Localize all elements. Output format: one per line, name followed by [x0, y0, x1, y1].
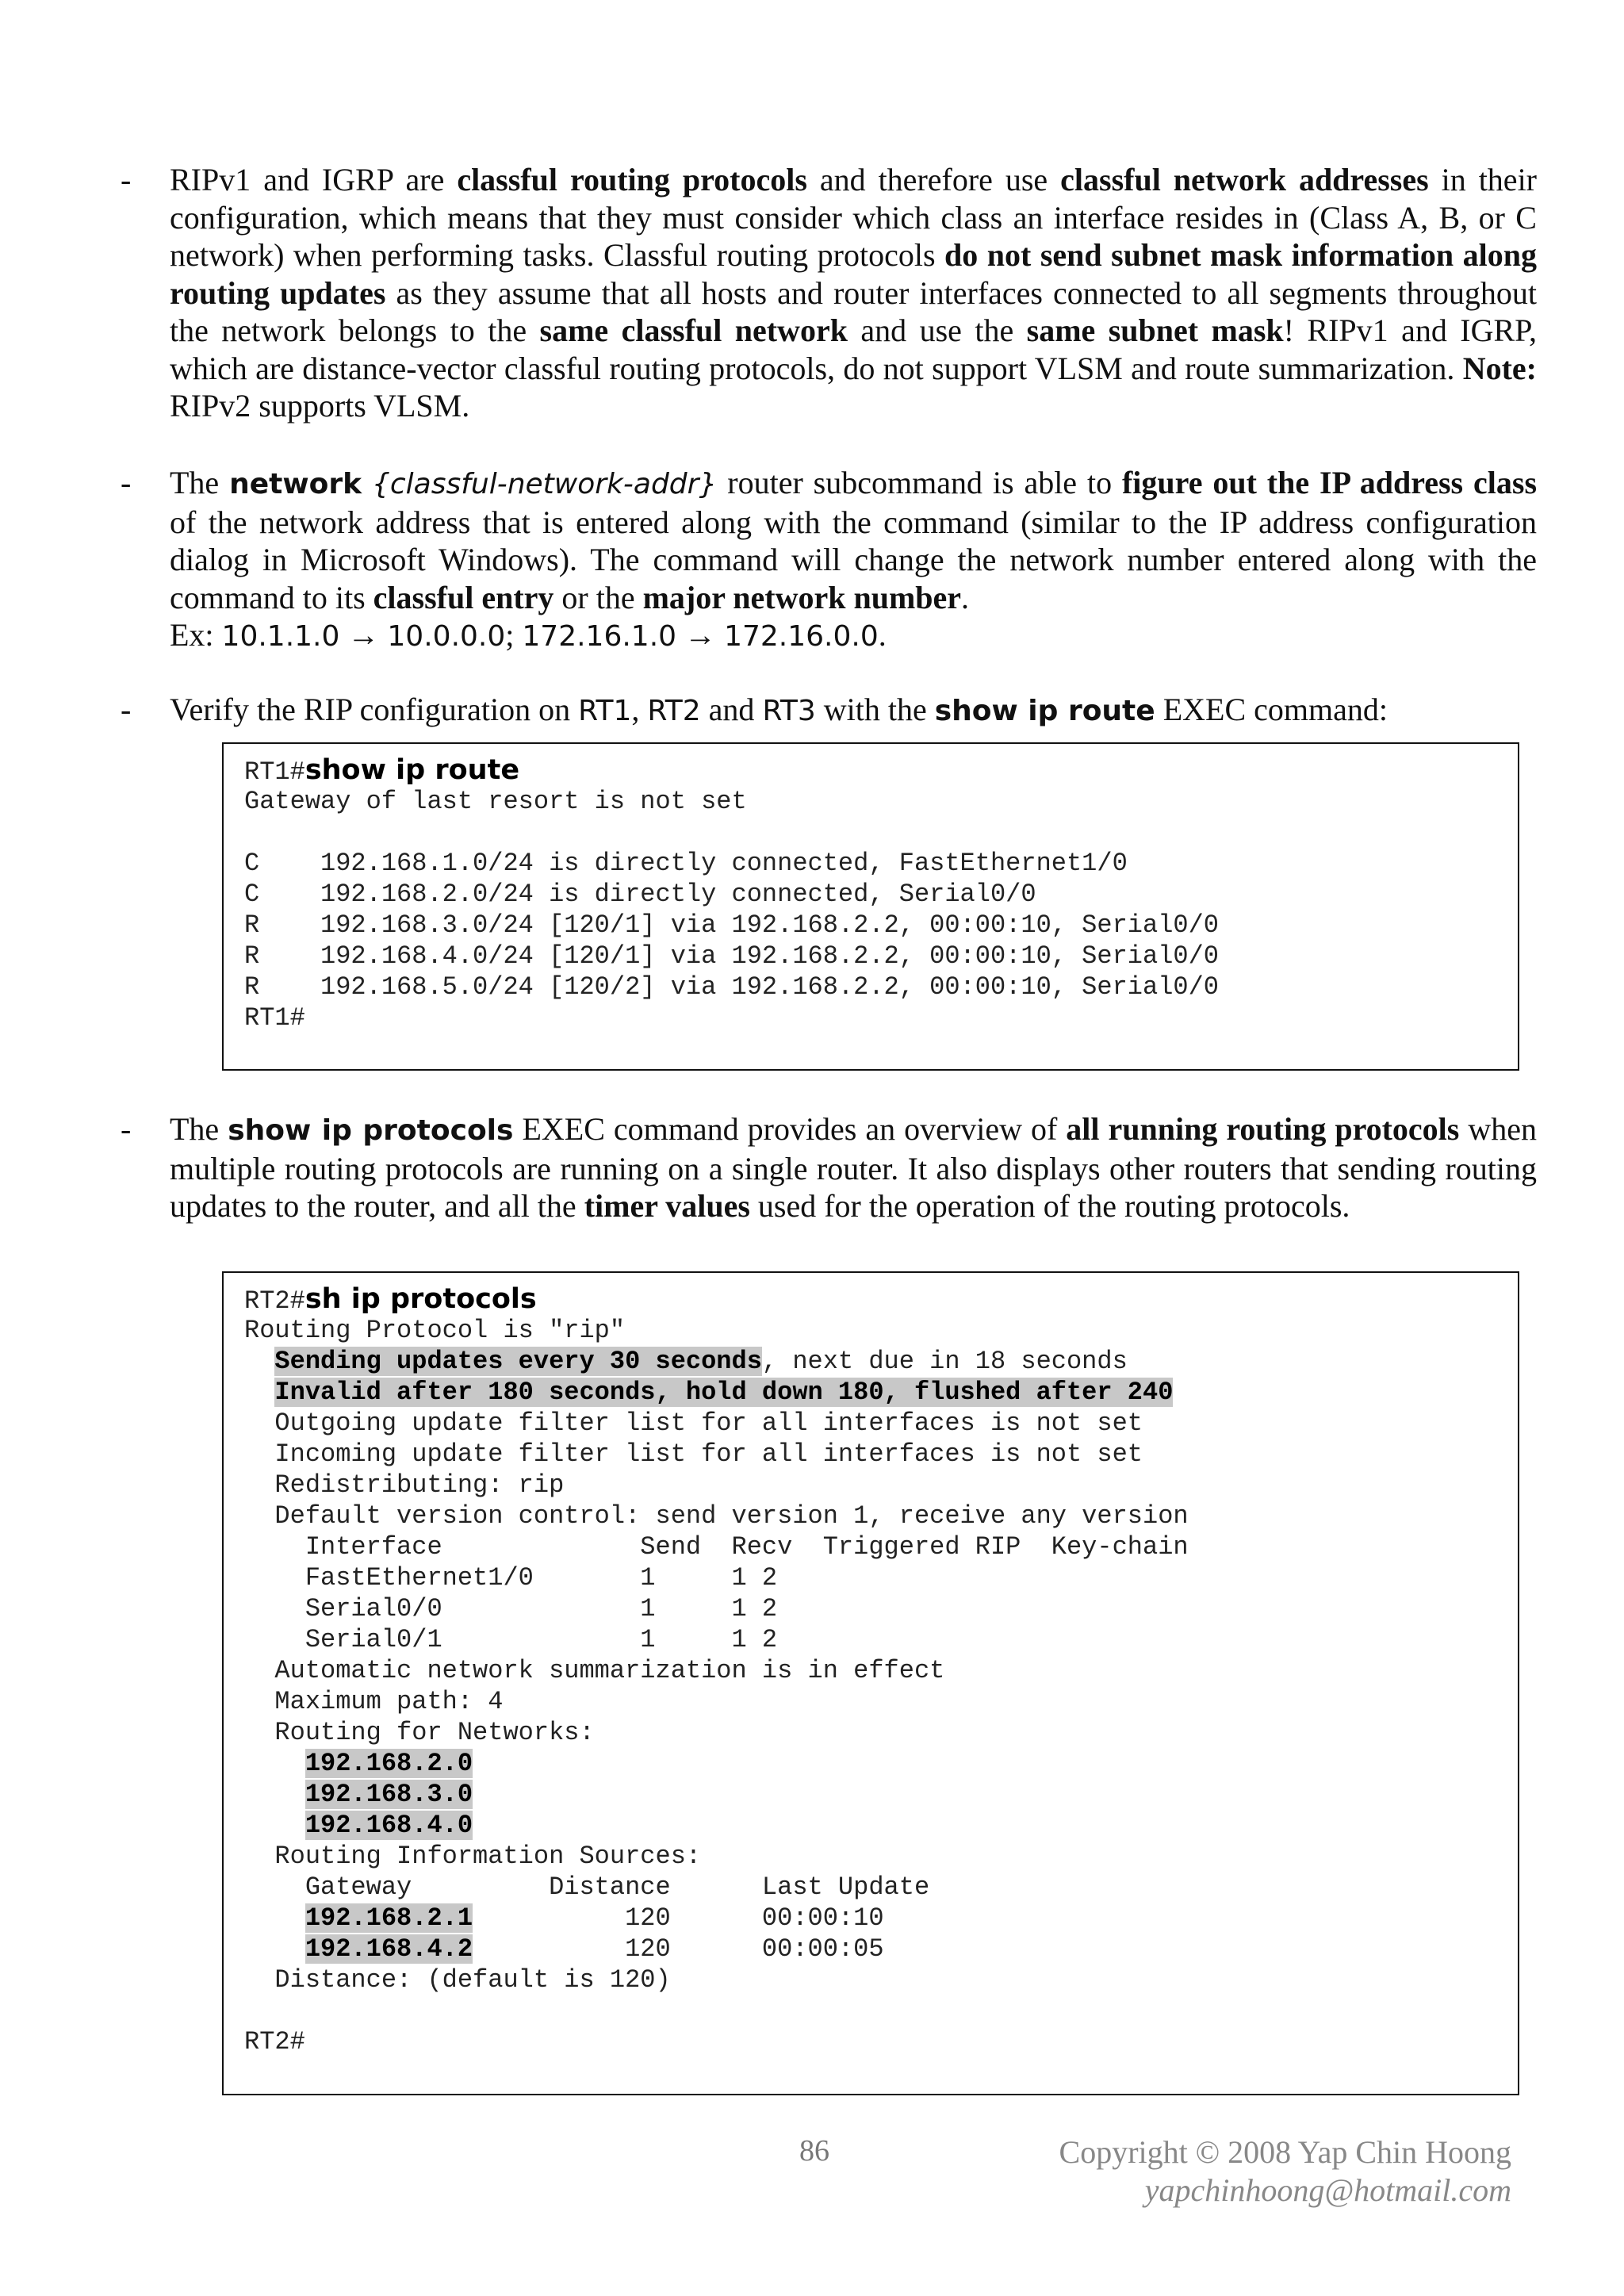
code-line: 192.168.4.2 120 00:00:05 [304, 1934, 884, 1964]
bullet-classful-protocols [121, 161, 1537, 425]
code-line: FastEthernet1/0 1 1 2 [244, 1563, 778, 1593]
paragraph: The show ip protocols EXEC command provides an overview of all running routing protocols when multiple routing protocols are running on a single router. It also displays other routers that sending routing updates to the router, and all the timer values used for the operation of the routing protocols. [170, 1111, 1537, 1224]
highlight-invalid-timers: Invalid after 180 seconds, hold down 180, flushed after 240 [274, 1378, 1174, 1407]
highlight-network: 192.168.4.0 [304, 1811, 473, 1840]
highlight-gateway: 192.168.4.2 [304, 1934, 473, 1964]
code-line: R 192.168.5.0/24 [120/2] via 192.168.2.2, 00:00:10, Serial0/0 [244, 972, 1219, 1002]
code-line: Serial0/1 1 1 2 [244, 1625, 778, 1654]
bullet-verify-rip [121, 691, 1537, 730]
example-line: Ex: 10.1.1.0 → 10.0.0.0; 172.16.1.0 → 172.16.0.0. [170, 617, 887, 653]
copyright-text: Copyright © 2008 Yap Chin Hoong [1059, 2134, 1511, 2170]
code-line: Default version control: send version 1, receive any version [244, 1501, 1189, 1531]
code-line: Routing Protocol is "rip" [244, 1316, 626, 1345]
code-line: Distance: (default is 120) [244, 1965, 671, 1995]
code-line: Routing for Networks: [244, 1718, 595, 1747]
code-line: Sending updates every 30 seconds, next due in 18 seconds [274, 1347, 1128, 1376]
bullet-show-ip-protocols [121, 1110, 1537, 1225]
code-line: C 192.168.1.0/24 is directly connected, FastEthernet1/0 [244, 849, 1128, 878]
code-line [244, 1748, 1497, 1779]
code-line: Serial0/0 1 1 2 [244, 1594, 778, 1623]
code-line: Redistributing: rip [244, 1470, 565, 1500]
paragraph: The network {classful-network-addr} router subcommand is able to figure out the IP address class of the network address that is entered along with the command (similar to the IP address configuration dialog in Microsoft Windows). The command will change the network number entered along with the command to its classful entry or the major network number. [170, 465, 1538, 615]
code-line: R 192.168.4.0/24 [120/1] via 192.168.2.2, 00:00:10, Serial0/0 [244, 941, 1219, 971]
code-line: Routing Information Sources: [244, 1842, 702, 1871]
code-line [244, 1810, 1497, 1841]
code-line: Maximum path: 4 [244, 1687, 504, 1716]
bullet-marker: - [121, 692, 132, 727]
code-box-sh-ip-protocols [222, 1271, 1519, 2095]
code-line [244, 1377, 1497, 1408]
code-command-line: RT1#show ip route [244, 754, 520, 787]
code-line: Outgoing update filter list for all interfaces is not set [244, 1409, 1143, 1438]
page-number: 86 [799, 2134, 829, 2168]
code-line: RT2# [244, 2027, 305, 2056]
highlight-gateway: 192.168.2.1 [304, 1903, 473, 1933]
highlight-update-timer: Sending updates every 30 seconds [274, 1347, 762, 1376]
bullet-marker: - [121, 1111, 132, 1147]
email-address: yapchinhoong@hotmail.com [1144, 2172, 1511, 2208]
code-line [244, 1779, 1497, 1810]
code-line: C 192.168.2.0/24 is directly connected, Serial0/0 [244, 880, 1036, 909]
paragraph: Verify the RIP configuration on RT1, RT2 and RT3 with the show ip route EXEC command: [170, 692, 1388, 727]
copyright-block [1059, 2133, 1511, 2210]
code-line: Automatic network summarization is in effect [244, 1656, 945, 1685]
code-line: RT1# [244, 1003, 305, 1033]
code-line [244, 1995, 1497, 2026]
bullet-marker: - [121, 162, 132, 197]
code-command-line: RT2#sh ip protocols [244, 1283, 537, 1316]
bullet-marker: - [121, 465, 132, 500]
code-line: R 192.168.3.0/24 [120/1] via 192.168.2.2, 00:00:10, Serial0/0 [244, 910, 1219, 940]
highlight-network: 192.168.2.0 [304, 1749, 473, 1778]
bullet-network-command [121, 464, 1538, 656]
highlight-network: 192.168.3.0 [304, 1780, 473, 1809]
code-box-show-ip-route [222, 742, 1519, 1071]
code-line [244, 817, 1497, 848]
paragraph: RIPv1 and IGRP are classful routing protocols and therefore use classful network addresses in their configuration, which means that they must consider which class an interface resides in (Class A, B, or C network) when performing tasks. Classful routing protocols do not send subnet mask information along routing updates as they assume that all hosts and router interfaces connected to all segments throughout the network belongs to the same classful network and use the same subnet mask! RIPv1 and IGRP, which are distance-vector classful routing protocols, do not support VLSM and route summarization. Note: RIPv2 supports VLSM. [170, 162, 1537, 424]
code-line: Incoming update filter list for all interfaces is not set [244, 1439, 1143, 1469]
code-line: Gateway of last resort is not set [244, 787, 747, 816]
code-line: Interface Send Recv Triggered RIP Key-chain [244, 1532, 1189, 1562]
code-line: 192.168.2.1 120 00:00:10 [304, 1903, 884, 1933]
code-line: Gateway Distance Last Update [244, 1872, 930, 1902]
